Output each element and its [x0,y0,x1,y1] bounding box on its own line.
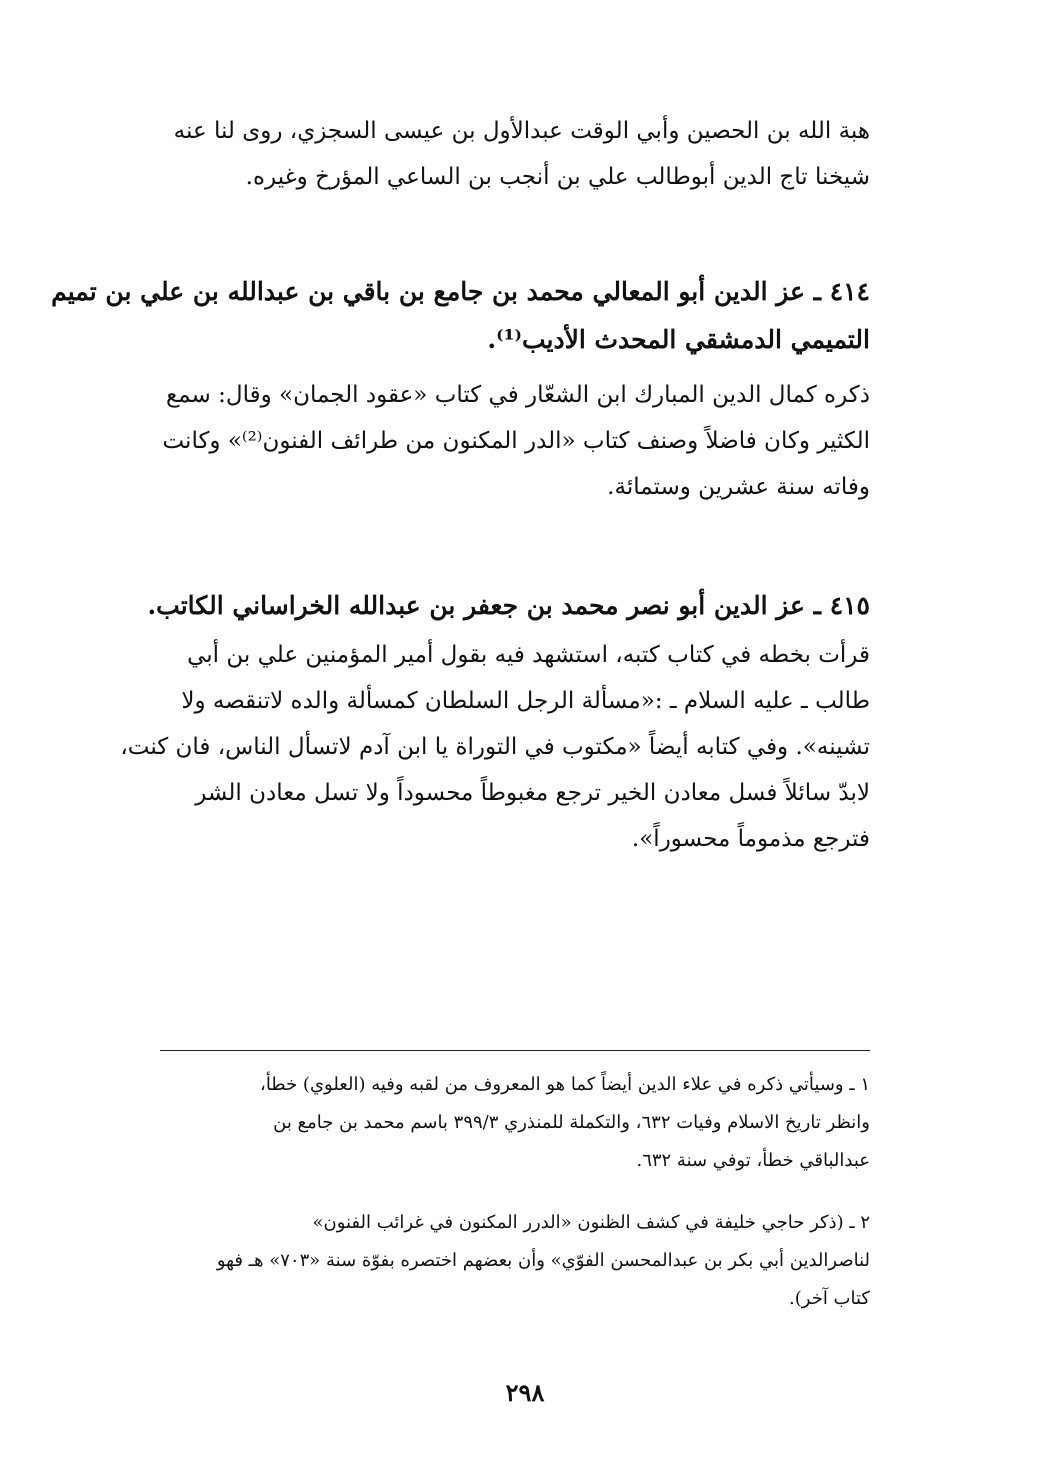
heading-line: التميمي الدمشقي المحدث الأديب⁽¹⁾. [487,325,870,354]
entry-415-heading [147,582,870,630]
entry-414-body [160,372,870,510]
paragraph-line: قرأت بخطه في كتاب كتبه، استشهد فيه بقول أمير المؤمنين علي بن أبي [187,642,870,668]
paragraph-line: هبة الله بن الحصين وأبي الوقت عبدالأول بن عيسى السجزي، روى لنا عنه [173,118,870,144]
page-number: ٢٩٨ [505,1378,545,1407]
footnote-line: ١ ـ وسيأتي ذكره في علاء الدين أيضاً كما هو المعروف من لقبه وفيه (العلوي) خطأ، [260,1074,870,1095]
paragraph-line: تشينه». وفي كتابه أيضاً «مكتوب في التوراة يا ابن آدم لاتسأل الناس، فان كنت، [120,734,870,760]
footnote-line: عبدالباقي خطأ، توفي سنة ٦٣٢. [636,1150,870,1171]
footnote-1 [160,1066,870,1180]
heading-line: ٤١٥ ـ عز الدين أبو نصر محمد بن جعفر بن عبدالله الخراساني الكاتب. [147,591,870,620]
paragraph-line: الكثير وكان فاضلاً وصنف كتاب «الدر المكنون من طرائف الفنون⁽²⁾» وكانت [162,428,870,454]
paragraph-line: طالب ـ عليه السلام ـ :«مسألة الرجل السلطان كمسألة والده لاتنقصه ولا [181,688,870,714]
heading-line: ٤١٤ ـ عز الدين أبو المعالي محمد بن جامع بن باقي بن عبدالله بن علي بن تميم [51,277,870,306]
footnote-line: لناصرالدين أبي بكر بن عبدالمحسن الفوّي» وأن بعضهم اختصره بفوّة سنة «٧٠٣» هـ فهو [216,1250,870,1271]
continuation-paragraph [160,108,870,200]
paragraph-line: لابدّ سائلاً فسل معادن الخير ترجع مغبوطاً محسوداً ولا تسل معادن الشر [195,780,870,806]
footnote-line: ٢ ـ (ذكر حاجي خليفة في كشف الظنون «الدرر المكنون في غرائب الفنون» [312,1212,870,1233]
footnote-2 [160,1204,870,1318]
paragraph-line: ذكره كمال الدين المبارك ابن الشعّار في كتاب «عقود الجمان» وقال: سمع [166,382,870,408]
entry-414-heading [51,268,870,364]
paragraph-line: وفاته سنة عشرين وستمائة. [607,474,870,500]
footnote-line: كتاب آخر). [789,1288,870,1309]
paragraph-line: شيخنا تاج الدين أبوطالب علي بن أنجب بن الساعي المؤرخ وغيره. [245,164,870,190]
footnote-divider [160,1050,870,1051]
entry-415-body [120,632,870,862]
paragraph-line: فترجع مذموماً محسوراً». [631,826,870,852]
footnote-line: وانظر تاريخ الاسلام وفيات ٦٣٢، والتكملة للمنذري ٣٩٩/٣ باسم محمد بن جامع بن [273,1112,870,1133]
